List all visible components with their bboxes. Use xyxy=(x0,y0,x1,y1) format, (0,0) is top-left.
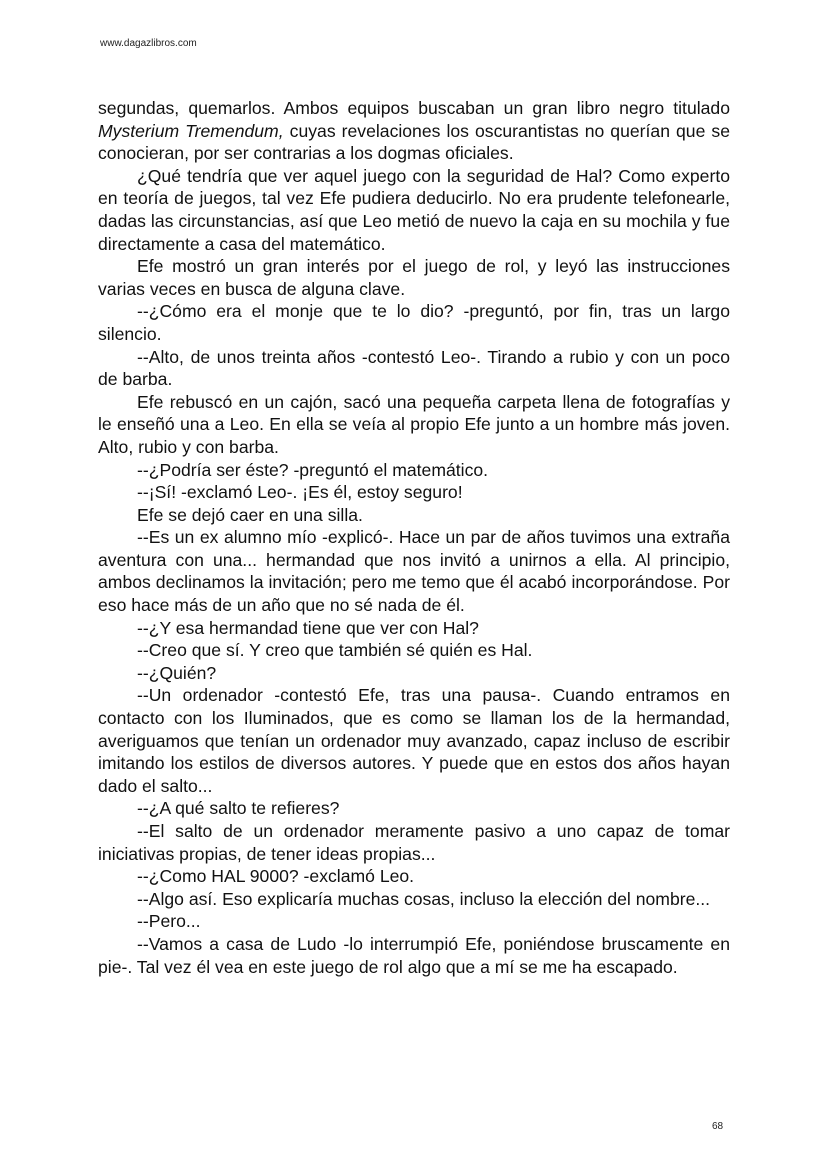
paragraph: --Creo que sí. Y creo que también sé quién es Hal. xyxy=(137,640,533,661)
paragraph: --¿Quién? xyxy=(137,662,217,683)
paragraph: --El salto de un ordenador meramente pasivo a uno capaz de tomar iniciativas propias, de tener ideas propias... xyxy=(98,821,730,864)
paragraph: --¿Podría ser éste? -preguntó el matemático. xyxy=(137,459,489,480)
paragraph: --¡Sí! -exclamó Leo-. ¡Es él, estoy seguro! xyxy=(137,482,463,503)
paragraph-text: cuyas revelaciones los oscurantistas no querían que se conocieran, por ser contrarias a los dogmas oficiales. xyxy=(98,120,730,164)
paragraph: --Algo así. Eso explicaría muchas cosas, incluso la elección del nombre... xyxy=(137,888,711,909)
paragraph: Efe rebuscó en un cajón, sacó una pequeña carpeta llena de fotografías y le enseñó una a Leo. En ella se veía al propio Efe junto a un hombre más joven. Alto, rubio y con barba. xyxy=(98,391,730,457)
paragraph: --Es un ex alumno mío -explicó-. Hace un par de años tuvimos una extraña aventura con una... hermandad que nos invitó a unirnos a ella. Al principio, ambos declinamos la invitación; pero me temo que él acabó incorporándose. Por eso hace más de un año que no sé nada de él. xyxy=(98,527,730,616)
book-title: Mysterium Tremendum, xyxy=(98,120,284,141)
paragraph: --¿Y esa hermandad tiene que ver con Hal? xyxy=(137,617,479,638)
paragraph: --¿A qué salto te refieres? xyxy=(137,798,340,819)
paragraph: Efe mostró un gran interés por el juego de rol, y leyó las instrucciones varias veces en busca de alguna clave. xyxy=(98,256,730,299)
paragraph: ¿Qué tendría que ver aquel juego con la seguridad de Hal? Como experto en teoría de juegos, tal vez Efe pudiera deducirlo. No era prudente telefonearle, dadas las circunstancias, así que Leo metió de nuevo la caja en su mochila y fue directamente a casa del matemático. xyxy=(98,165,730,254)
paragraph: --Alto, de unos treinta años -contestó Leo-. Tirando a rubio y con un poco de barba. xyxy=(98,346,730,390)
paragraph: --Pero... xyxy=(137,911,201,932)
paragraph xyxy=(98,97,730,165)
paragraph: --Vamos a casa de Ludo -lo interrumpió Efe, poniéndose bruscamente en pie-. Tal vez él vea en este juego de rol algo que a mí se me ha escapado. xyxy=(98,933,730,977)
paragraph: Efe se dejó caer en una silla. xyxy=(137,504,363,525)
paragraph: --Un ordenador -contestó Efe, tras una pausa-. Cuando entramos en contacto con los Iluminados, que es como se llaman los de la hermandad, averiguamos que tenían un ordenador muy avanzado, capaz incluso de escribir imitando los estilos de diversos autores. Y puede que en estos dos años hayan dado el salto... xyxy=(98,685,730,796)
paragraph: --¿Como HAL 9000? -exclamó Leo. xyxy=(137,866,415,887)
page-number: 68 xyxy=(712,1121,724,1132)
site-url: www.dagazlibros.com xyxy=(100,38,197,49)
paragraph-text: segundas, quemarlos. Ambos equipos buscaban un gran libro negro titulado xyxy=(98,98,730,118)
body-text xyxy=(98,97,730,978)
paragraph: --¿Cómo era el monje que te lo dio? -preguntó, por fin, tras un largo silencio. xyxy=(98,301,730,344)
